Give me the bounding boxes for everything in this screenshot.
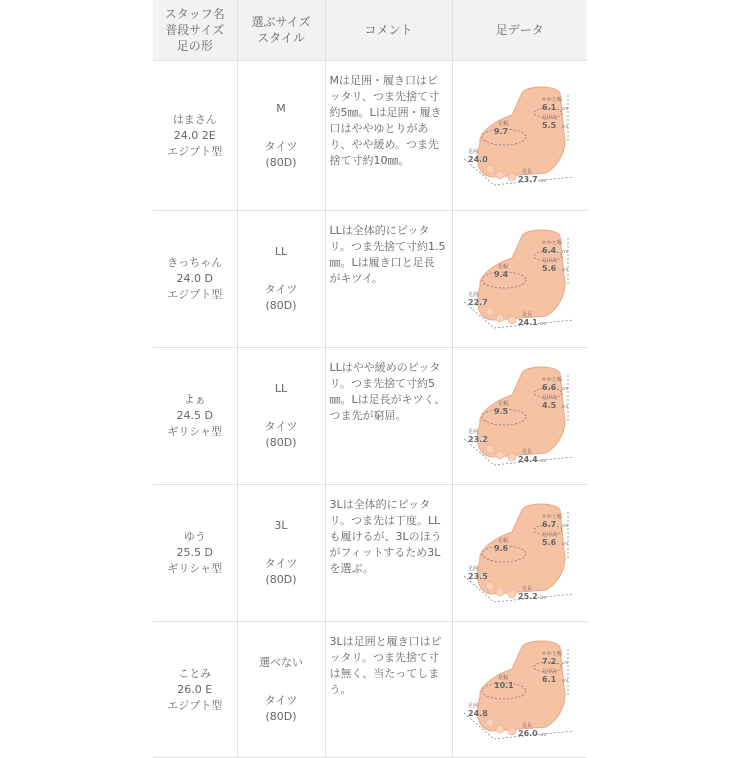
staff-usual-size: 24.5 D [176, 409, 213, 422]
foot-data-cell [452, 485, 587, 622]
style-name: タイツ [264, 557, 298, 570]
style-denier: (80D) [265, 155, 297, 169]
staff-foot-shape: ギリシャ型 [167, 425, 223, 438]
size-cell [237, 622, 325, 758]
label-heel-width: かかと幅 [541, 514, 562, 520]
label-foot-height: 足甲高 [541, 668, 557, 675]
foot-diagram [460, 498, 580, 608]
unit-length: cm [539, 321, 546, 326]
comment-text: 3Lは足囲と履き口はピッタリ。つま先捨て寸は無く、当たってしまう。 [329, 635, 442, 696]
chosen-size: 3L [274, 519, 288, 532]
value-foot-width: 9.7 [493, 126, 508, 136]
foot-data-cell [452, 348, 587, 485]
label-foot-length: 足長 [521, 312, 532, 318]
label-foot-length: 足長 [521, 168, 532, 175]
staff-usual-size: 24.0 2E [173, 128, 216, 142]
unit-length: cm [539, 595, 546, 600]
label-foot-width: 足幅 [497, 264, 508, 270]
staff-foot-shape: エジプト型 [167, 288, 223, 301]
label-foot-length: 足長 [521, 449, 532, 455]
label-foot-length: 足長 [521, 722, 532, 729]
style-name: タイツ [264, 139, 298, 153]
label-heel-width: かかと幅 [541, 650, 562, 657]
value-ball-girth: 23.5 [467, 572, 488, 581]
style-name: タイツ [264, 283, 298, 296]
comment-text: LLは全体的にピッタリ。つま先捨て寸約1.5㎜。Lは履き口と足長がキツイ。 [329, 224, 446, 285]
comment-text: 3Lは全体的にピッタリ。つま先は丁度。LLも履けるが、3Lのほうがフィットするため3Lを選ぶ。 [329, 498, 442, 575]
staff-name: はまさん [172, 112, 217, 126]
value-foot-length: 24.4 [517, 455, 538, 464]
comment-cell [325, 485, 452, 622]
unit-height: cm [561, 541, 568, 546]
label-heel-width: かかと幅 [541, 377, 562, 383]
staff-cell [153, 622, 237, 758]
staff-name: ことみ [178, 666, 212, 680]
unit-height: cm [561, 677, 568, 683]
staff-usual-size: 24.0 D [176, 272, 213, 285]
foot-diagram [460, 635, 580, 745]
header-size-line1: 選ぶサイズ [251, 15, 311, 29]
label-ball-girth: 足囲 [467, 702, 478, 709]
label-ball-girth: 足囲 [467, 566, 478, 572]
comment-cell [325, 61, 452, 211]
unit-heel: cm [561, 105, 568, 111]
header-foot: 足データ [452, 0, 587, 61]
unit-height: cm [561, 267, 568, 272]
foot-data-cell [452, 211, 587, 348]
table-row [153, 485, 587, 622]
label-heel-width: かかと幅 [541, 240, 562, 246]
unit-heel: cm [561, 249, 568, 254]
staff-usual-size: 25.5 D [176, 546, 213, 559]
chosen-size: LL [274, 382, 288, 395]
unit-length: cm [539, 177, 546, 183]
value-ball-girth: 24.8 [467, 708, 488, 718]
header-staff-line3: 足の形 [176, 39, 213, 53]
label-ball-girth: 足囲 [467, 148, 478, 155]
value-foot-height: 5.5 [541, 120, 556, 130]
header-staff [153, 0, 237, 61]
staff-name: ゆう [183, 530, 206, 543]
unit-length: cm [539, 731, 546, 737]
label-foot-height: 足甲高 [541, 532, 557, 538]
value-foot-width: 9.4 [493, 270, 508, 279]
value-foot-height: 5.6 [541, 538, 556, 547]
value-foot-width: 9.6 [493, 544, 508, 553]
value-ball-girth: 24.0 [467, 154, 488, 164]
style-name: タイツ [264, 693, 298, 707]
foot-diagram [460, 81, 580, 191]
label-foot-width: 足幅 [497, 538, 508, 544]
label-foot-length: 足長 [521, 586, 532, 592]
staff-usual-size: 26.0 E [177, 682, 213, 696]
table-header-row [153, 0, 587, 61]
unit-height: cm [561, 123, 568, 129]
style-denier: (80D) [265, 709, 297, 723]
header-staff-line1: スタッフ名 [164, 7, 225, 21]
foot-data-cell [452, 622, 587, 758]
header-staff-line2: 普段サイズ [165, 23, 225, 37]
label-foot-width: 足幅 [497, 401, 508, 407]
value-heel-width: 6.4 [541, 246, 556, 255]
table-row [153, 622, 587, 758]
value-foot-length: 25.2 [517, 592, 538, 601]
chosen-size: M [276, 101, 286, 115]
style-denier: (80D) [265, 573, 297, 586]
value-foot-height: 4.5 [541, 401, 556, 410]
value-heel-width: 6.6 [541, 383, 556, 392]
foot-diagram [460, 361, 580, 471]
table-row [153, 348, 587, 485]
header-comment: コメント [325, 0, 452, 61]
size-cell [237, 348, 325, 485]
staff-cell [153, 348, 237, 485]
chosen-size: LL [274, 245, 288, 258]
value-foot-height: 5.6 [541, 264, 556, 273]
foot-diagram [460, 224, 580, 334]
foot-data-cell [452, 61, 587, 211]
size-cell [237, 485, 325, 622]
comment-cell [325, 211, 452, 348]
label-ball-girth: 足囲 [467, 292, 478, 298]
style-denier: (80D) [265, 299, 297, 312]
staff-name: よぁ [183, 393, 206, 406]
staff-cell [153, 61, 237, 211]
comment-cell [325, 622, 452, 758]
value-ball-girth: 22.7 [467, 298, 488, 307]
unit-heel: cm [561, 386, 568, 391]
value-foot-length: 26.0 [517, 728, 538, 738]
value-foot-width: 9.5 [493, 407, 508, 416]
style-denier: (80D) [265, 436, 297, 449]
value-foot-width: 10.1 [493, 680, 514, 690]
comment-cell [325, 348, 452, 485]
value-heel-width: 7.2 [541, 656, 556, 666]
staff-foot-shape: エジプト型 [167, 144, 223, 158]
comment-text: Mは足囲・履き口はピッタリ、つま先捨て寸約5㎜。Lは足囲・履き口はややゆとりがあり、やや緩め。つま先捨て寸約10㎜。 [329, 74, 442, 167]
value-foot-length: 23.7 [517, 174, 538, 184]
label-foot-width: 足幅 [497, 674, 508, 681]
value-ball-girth: 23.2 [467, 435, 488, 444]
style-name: タイツ [264, 420, 298, 433]
label-foot-height: 足甲高 [541, 258, 557, 264]
value-foot-length: 24.1 [517, 318, 538, 327]
label-foot-width: 足幅 [497, 120, 508, 127]
chosen-size: 選べない [259, 655, 303, 669]
table-row [153, 211, 587, 348]
unit-length: cm [539, 458, 546, 463]
label-heel-width: かかと幅 [541, 96, 562, 103]
size-cell [237, 211, 325, 348]
size-cell [237, 61, 325, 211]
value-heel-width: 6.7 [541, 520, 556, 529]
staff-foot-shape: エジプト型 [167, 698, 223, 712]
unit-heel: cm [561, 659, 568, 665]
label-foot-height: 足甲高 [541, 114, 557, 121]
header-size [237, 0, 325, 61]
size-comparison-table [153, 0, 587, 758]
label-foot-height: 足甲高 [541, 395, 557, 401]
unit-height: cm [561, 404, 568, 409]
unit-heel: cm [561, 523, 568, 528]
staff-foot-shape: ギリシャ型 [167, 562, 223, 575]
table-row [153, 61, 587, 211]
staff-cell [153, 485, 237, 622]
value-foot-height: 6.1 [541, 674, 556, 684]
size-table-container [153, 0, 587, 758]
staff-cell [153, 211, 237, 348]
label-ball-girth: 足囲 [467, 429, 478, 435]
header-size-line2: スタイル [257, 31, 305, 45]
value-heel-width: 6.1 [541, 102, 556, 112]
comment-text: LLはやや緩めのピッタリ。つま先捨て寸約5㎜。Lは足長がキツく、つま先が窮屈。 [329, 361, 446, 422]
staff-name: きっちゃん [167, 256, 223, 269]
